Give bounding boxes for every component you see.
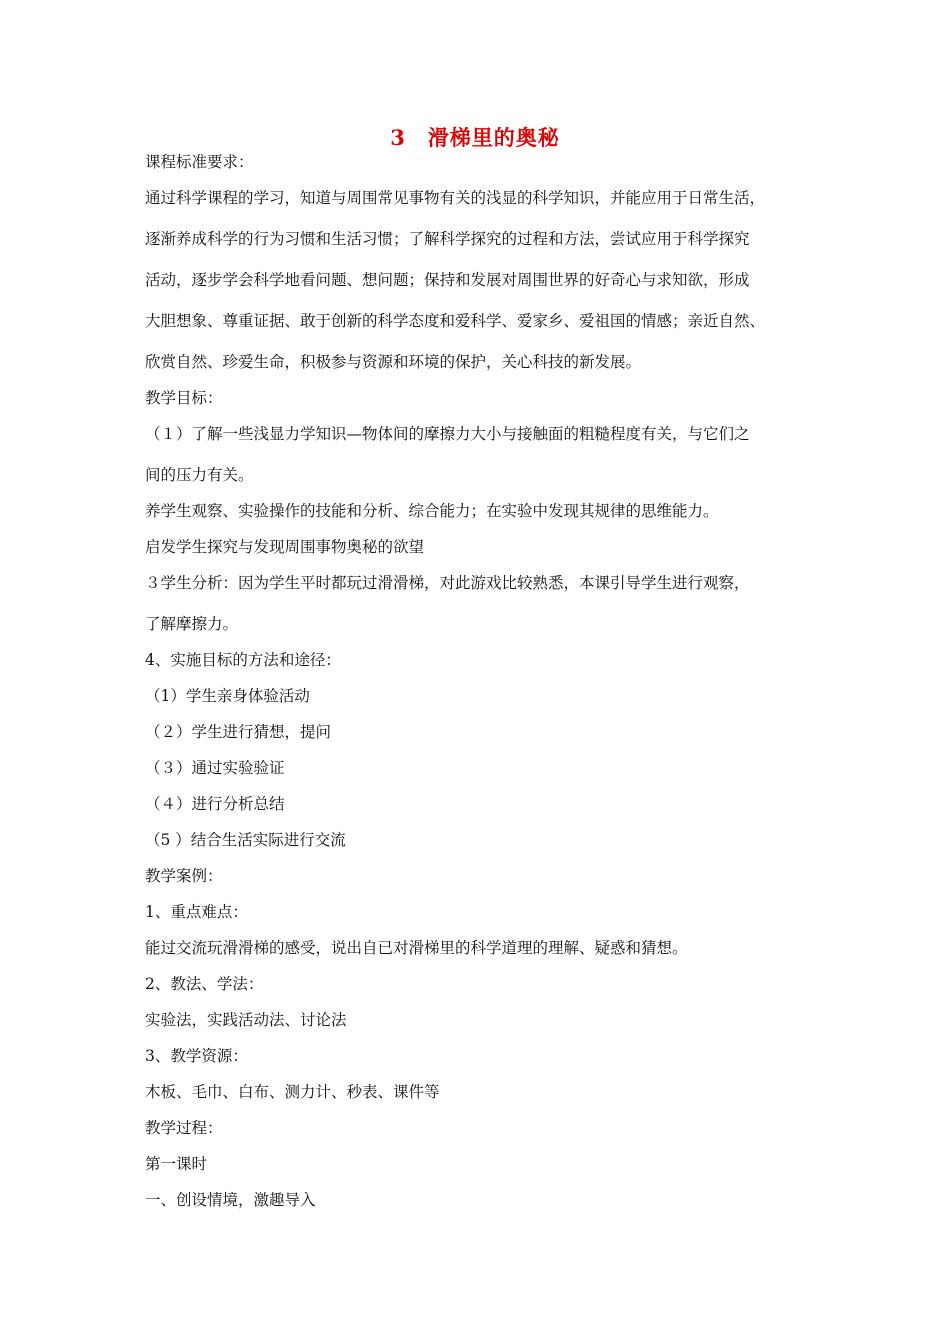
list-item: （5 ）结合生活实际进行交流 bbox=[145, 831, 346, 849]
list-item: （1）学生亲身体验活动 bbox=[145, 687, 310, 705]
paragraph-line: 欣赏自然、珍爱生命，积极参与资源和环境的保护，关心科技的新发展。 bbox=[145, 353, 642, 371]
section-heading-methods: 4、实施目标的方法和途径： bbox=[145, 651, 341, 669]
subheading: 1、重点难点： bbox=[145, 903, 248, 921]
section-heading-teaching-goals: 教学目标： bbox=[145, 389, 223, 407]
list-item: （３）通过实验验证 bbox=[145, 759, 285, 777]
section-heading-curriculum-standard: 课程标准要求： bbox=[145, 153, 254, 171]
list-item: （４）进行分析总结 bbox=[145, 795, 285, 813]
paragraph-line: （１）了解一些浅显力学知识—物体间的摩擦力大小与接触面的粗糙程度有关，与它们之 bbox=[145, 425, 750, 443]
paragraph-line: 大胆想象、尊重证据、敢于创新的科学态度和爱科学、爱家乡、爱祖国的情感；亲近自然、 bbox=[145, 312, 766, 330]
document-title: 3 滑梯里的奥秘 bbox=[390, 125, 560, 150]
paragraph-line: 能过交流玩滑滑梯的感受，说出自已对滑梯里的科学道理的理解、疑惑和猜想。 bbox=[145, 939, 688, 957]
paragraph-line: 了解摩擦力。 bbox=[145, 615, 239, 633]
section-heading-teaching-case: 教学案例： bbox=[145, 867, 223, 885]
list-item: （２）学生进行猜想，提问 bbox=[145, 723, 332, 741]
paragraph-line: 逐渐养成科学的行为习惯和生活习惯；了解科学探究的过程和方法，尝试应用于科学探究 bbox=[145, 230, 750, 248]
paragraph-line: ３学生分析：因为学生平时都玩过滑滑梯，对此游戏比较熟悉，本课引导学生进行观察， bbox=[145, 574, 750, 592]
subheading: 一、创设情境，激趣导入 bbox=[145, 1191, 316, 1209]
paragraph-line: 通过科学课程的学习，知道与周围常见事物有关的浅显的科学知识，并能应用于日常生活， bbox=[145, 189, 766, 207]
paragraph-line: 间的压力有关。 bbox=[145, 466, 254, 484]
section-heading-teaching-process: 教学过程： bbox=[145, 1119, 223, 1137]
paragraph-line: 木板、毛巾、白布、测力计、秒表、课件等 bbox=[145, 1083, 440, 1101]
subheading: 3、教学资源： bbox=[145, 1047, 248, 1065]
paragraph-line: 养学生观察、实验操作的技能和分析、综合能力；在实验中发现其规律的思维能力。 bbox=[145, 502, 719, 520]
paragraph-line: 启发学生探究与发现周围事物奥秘的欲望 bbox=[145, 538, 425, 556]
subheading: 2、教法、学法： bbox=[145, 975, 264, 993]
paragraph-line: 实验法，实践活动法、讨论法 bbox=[145, 1011, 347, 1029]
subheading: 第一课时 bbox=[145, 1155, 208, 1173]
paragraph-line: 活动，逐步学会科学地看问题、想问题；保持和发展对周围世界的好奇心与求知欲，形成 bbox=[145, 271, 750, 289]
